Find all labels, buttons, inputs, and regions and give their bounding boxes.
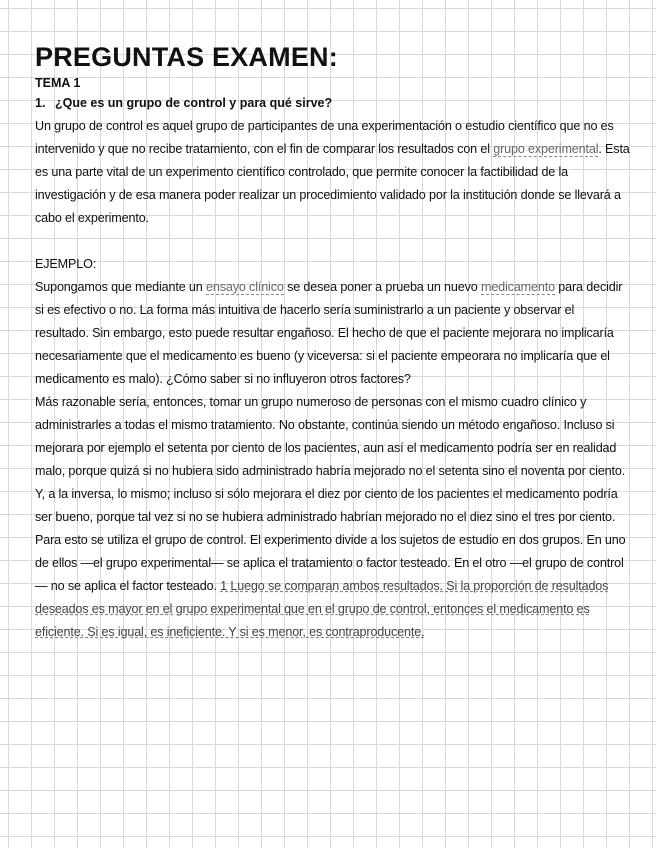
question-heading [35, 92, 630, 115]
document-page [35, 40, 630, 644]
page-title: PREGUNTAS EXAMEN: [35, 42, 338, 72]
link-medicamento[interactable]: medicamento [480, 280, 555, 294]
example-paragraph [35, 276, 630, 391]
control-group-paragraph [35, 529, 630, 644]
definition-text-b: . Esta es una parte vital de un experimento científico controlado, que permite conocer la factibilidad de la investigación y de esa manera poder realizar un procedimiento validado por la institución donde se llevará a cabo el experimento. [35, 142, 630, 225]
example-text-b: se desea poner a prueba un nuevo [283, 280, 481, 294]
question-number: 1. [35, 96, 46, 110]
definition-text-a: Un grupo de control es aquel grupo de participantes de una experimentación o estudio científico que no es intervenido y que no recibe tratamiento, con el fin de comparar los resultados con el [35, 119, 614, 156]
reasoning-paragraph: Más razonable sería, entonces, tomar un grupo numeroso de personas con el mismo cuadro clínico y administrarles a todas el mismo tratamiento. No obstante, continúa siendo un método engañoso. Incluso si mejorara por ejemplo el setenta por ciento de los pacientes, aun así el medicamento podría ser en realidad malo, porque quizá si no hubiera sido administrado habría mejorado no el setenta sino el noventa por ciento. Y, a la inversa, lo mismo; incluso si sólo mejorara el diez por ciento de los pacientes el medicamento podría ser bueno, porque tal vez si no se hubiera administrado habrían mejorado no el diez sino el tres por ciento. [35, 395, 626, 524]
underlined-conclusion: 1 Luego se comparan ambos resultados. Si la proporción de resultados deseados es mayor en el grupo experimental que en el grupo de control, entonces el medicamento es eficiente. Si es igual, es ineficiente. Y si es menor, es contraproducente. [35, 579, 609, 639]
definition-paragraph [35, 115, 630, 230]
control-group-text: Para esto se utiliza el grupo de control. El experimento divide a los sujetos de estudio en dos grupos. En uno de ellos —el grupo experimental— se aplica el tratamiento o factor testeado. En el otro —el grupo de control— no se aplica el factor testeado. [35, 533, 626, 593]
example-text-c: para decidir si es efectivo o no. La forma más intuitiva de hacerlo sería suministrarlo a un paciente y observar el resultado. Sin embargo, esto puede resultar engañoso. El hecho de que el paciente mejorara no implicaría necesariamente que el medicamento es bueno (y viceversa: si el paciente empeorara no implicaría que el medicamento es malo). ¿Cómo saber si no influyeron otros factores? [35, 280, 623, 386]
question-text: ¿Que es un grupo de control y para qué sirve? [55, 96, 333, 110]
link-ensayo-clinico[interactable]: ensayo clínico [206, 280, 284, 294]
example-label: EJEMPLO: [35, 257, 97, 271]
example-text-a: Supongamos que mediante un [35, 280, 206, 294]
topic-heading: TEMA 1 [35, 76, 81, 90]
link-grupo-experimental[interactable]: grupo experimental [493, 142, 599, 156]
